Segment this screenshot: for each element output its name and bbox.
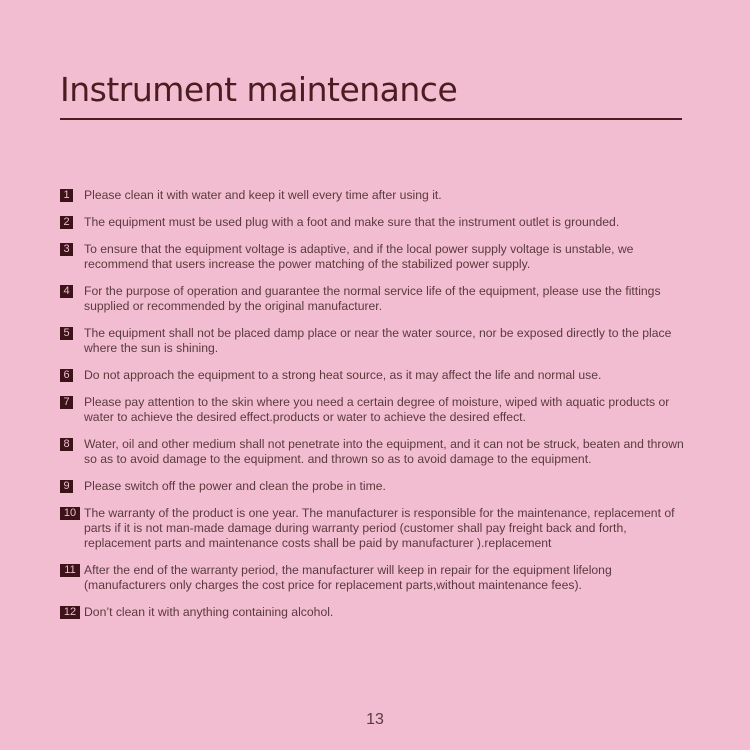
item-number-badge: 11 xyxy=(60,564,80,577)
list-item xyxy=(60,605,690,620)
item-number-badge: 9 xyxy=(60,480,73,493)
page-number: 13 xyxy=(366,711,384,728)
item-number-badge: 7 xyxy=(60,396,73,409)
list-item xyxy=(60,284,690,314)
item-text: Do not approach the equipment to a strong heat source, as it may affect the life and normal use. xyxy=(84,368,602,382)
list-item xyxy=(60,215,690,230)
item-number-badge: 12 xyxy=(60,606,80,619)
item-text: Water, oil and other medium shall not penetrate into the equipment, and it can not be struck, beaten and thrown so as to avoid damage to the equipment. and thrown so as to avoid damage to the equipment. xyxy=(84,437,684,466)
list-item xyxy=(60,188,690,203)
item-number-badge: 6 xyxy=(60,369,73,382)
item-text: Please pay attention to the skin where you need a certain degree of moisture, wiped with aquatic products or water to achieve the desired effect.products or water to achieve the desired effect. xyxy=(84,395,670,424)
item-text: To ensure that the equipment voltage is adaptive, and if the local power supply voltage is unstable, we recommend that users increase the power matching of the stabilized power supply. xyxy=(84,242,634,271)
item-number-badge: 4 xyxy=(60,285,73,298)
item-number-badge: 8 xyxy=(60,438,73,451)
maintenance-list xyxy=(60,188,690,632)
list-item xyxy=(60,368,690,383)
item-text: After the end of the warranty period, the manufacturer will keep in repair for the equipment lifelong (manufacturers only charges the cost price for replacement parts,without maintenance fees). xyxy=(84,563,612,592)
item-number-badge: 5 xyxy=(60,327,73,340)
list-item xyxy=(60,506,690,551)
item-number-badge: 10 xyxy=(60,507,80,520)
title-underline xyxy=(60,118,682,120)
list-item xyxy=(60,437,690,467)
list-item xyxy=(60,563,690,593)
item-text: Please clean it with water and keep it well every time after using it. xyxy=(84,188,442,202)
item-number-badge: 2 xyxy=(60,216,73,229)
list-item xyxy=(60,326,690,356)
item-number-badge: 1 xyxy=(60,189,73,202)
list-item xyxy=(60,242,690,272)
item-text: The equipment shall not be placed damp place or near the water source, nor be exposed directly to the place where the sun is shining. xyxy=(84,326,672,355)
item-text: For the purpose of operation and guarantee the normal service life of the equipment, please use the fittings supplied or recommended by the original manufacturer. xyxy=(84,284,661,313)
page-title: Instrument maintenance xyxy=(60,70,458,109)
item-text: The warranty of the product is one year. The manufacturer is responsible for the maintenance, replacement of parts if it is not man-made damage during warranty period (customer shall pay freight back and forth, replacement parts and maintenance costs shall be paid by manufacturer ).replacement xyxy=(84,506,675,550)
item-text: The equipment must be used plug with a foot and make sure that the instrument outlet is grounded. xyxy=(84,215,620,229)
list-item xyxy=(60,395,690,425)
item-number-badge: 3 xyxy=(60,243,73,256)
item-text: Don’t clean it with anything containing alcohol. xyxy=(84,605,334,619)
item-text: Please switch off the power and clean the probe in time. xyxy=(84,479,386,493)
list-item xyxy=(60,479,690,494)
